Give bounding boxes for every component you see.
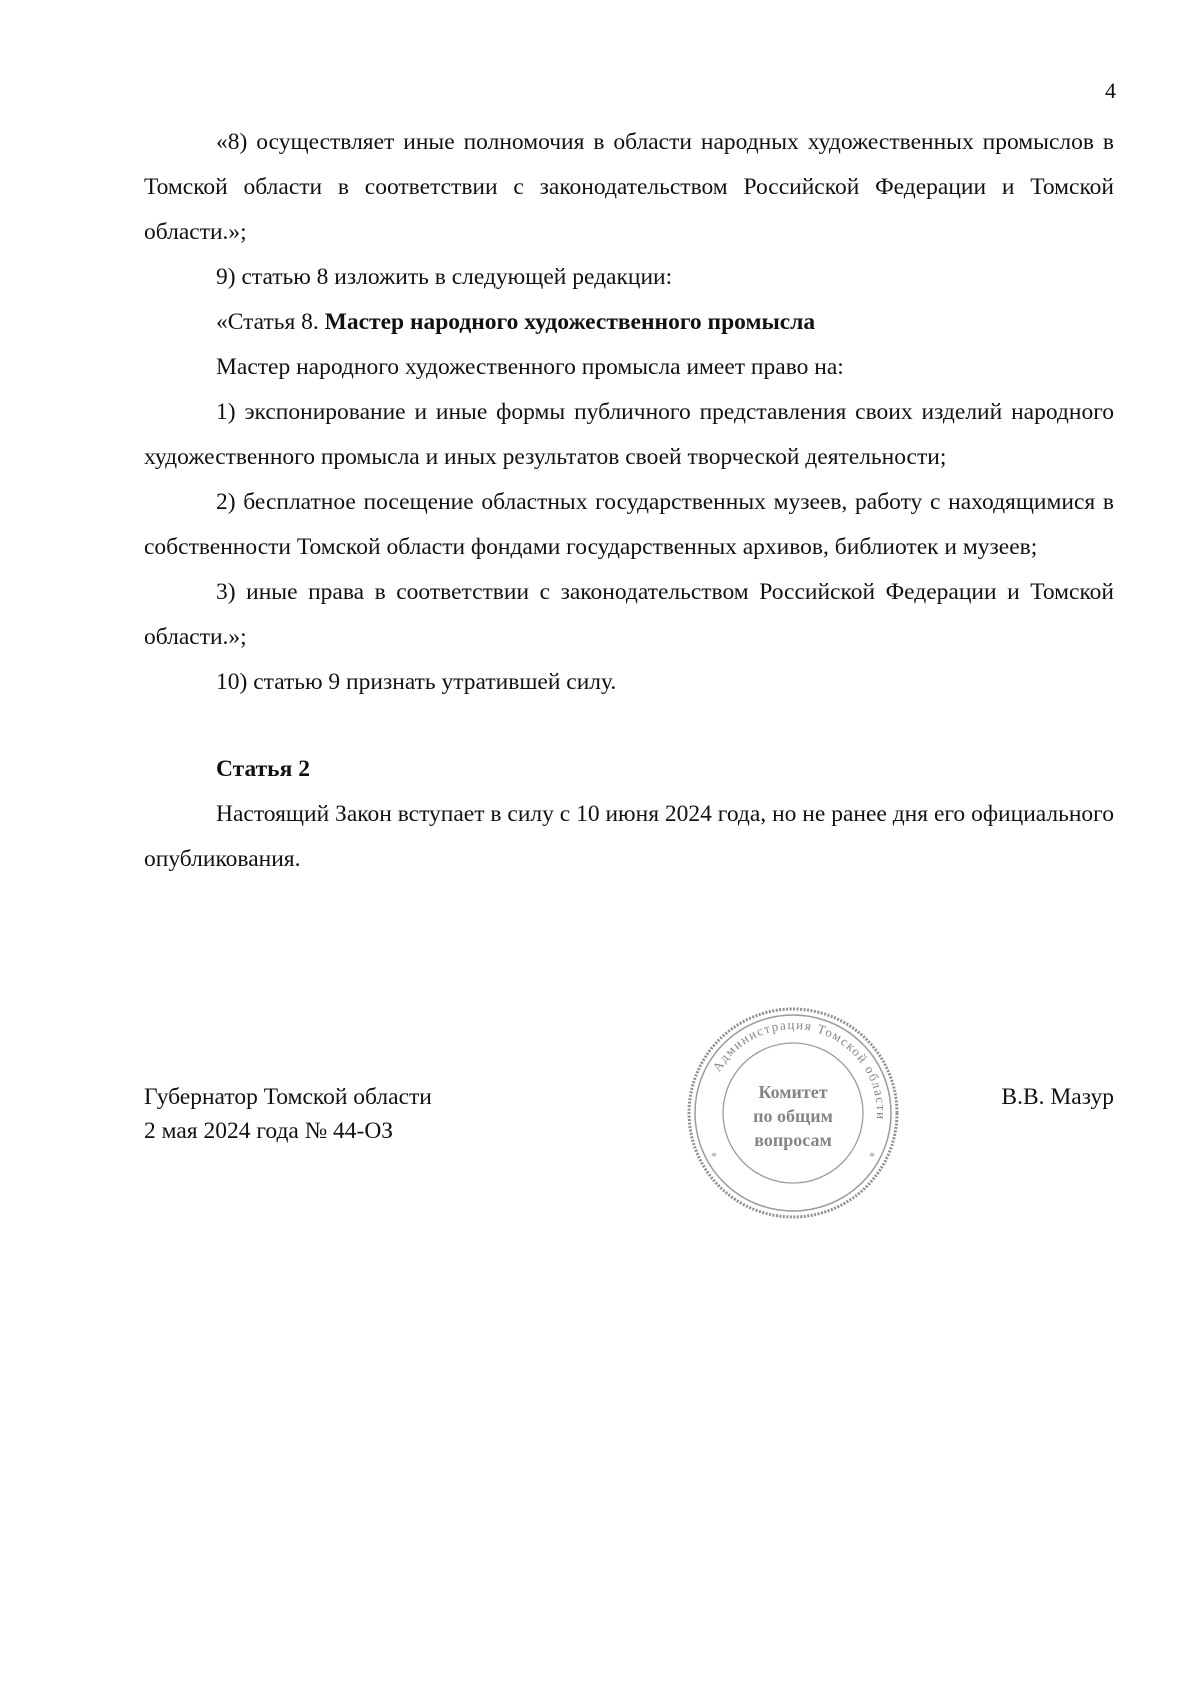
article-8-title: Мастер народного художественного промысла: [324, 309, 816, 335]
article-8-right-2: 2) бесплатное посещение областных государственных музеев, работу с находящимися в собственности Томской области фондами государственных архивов, библиотек и музеев;: [144, 489, 1114, 560]
governor-title: Губернатор Томской области: [144, 1084, 432, 1110]
page-number: 4: [1105, 78, 1116, 103]
article-8-intro: Мастер народного художественного промысла имеет право на:: [216, 354, 844, 380]
article-8-prefix: «Статья 8.: [216, 309, 325, 335]
article-8-right-1: 1) экспонирование и иные формы публичного представления своих изделий народного художественного промысла и иных результатов своей творческой деятельности;: [144, 399, 1114, 470]
document-body: [144, 120, 1114, 882]
stamp-line-1: Комитет: [758, 1082, 828, 1102]
governor-name: В.В. Мазур: [1001, 1084, 1114, 1110]
law-date-number: 2 мая 2024 года № 44-ОЗ: [144, 1118, 394, 1144]
stamp-line-2: по общим: [753, 1106, 833, 1126]
paragraph-item-10: 10) статью 9 признать утратившей силу.: [216, 669, 617, 695]
stamp-star-right: *: [869, 1149, 875, 1163]
stamp-line-3: вопросам: [754, 1130, 832, 1150]
article-2-heading: Статья 2: [216, 756, 310, 782]
article-8-right-3: 3) иные права в соответствии с законодательством Российской Федерации и Томской области.»;: [144, 579, 1114, 650]
article-8-heading: [144, 300, 1114, 345]
official-stamp: [683, 1003, 903, 1223]
stamp-outer-text: Администрация Томской области: [709, 1016, 890, 1121]
paragraph-item-9: 9) статью 8 изложить в следующей редакции:: [216, 264, 673, 290]
paragraph-item-8: «8) осуществляет иные полномочия в области народных художественных промыслов в Томской области в соответствии с законодательством Российской Федерации и Томской области.»;: [144, 129, 1114, 245]
stamp-star-left: *: [711, 1149, 717, 1163]
article-2-text: Настоящий Закон вступает в силу с 10 июня 2024 года, но не ранее дня его официального опубликования.: [144, 801, 1114, 872]
